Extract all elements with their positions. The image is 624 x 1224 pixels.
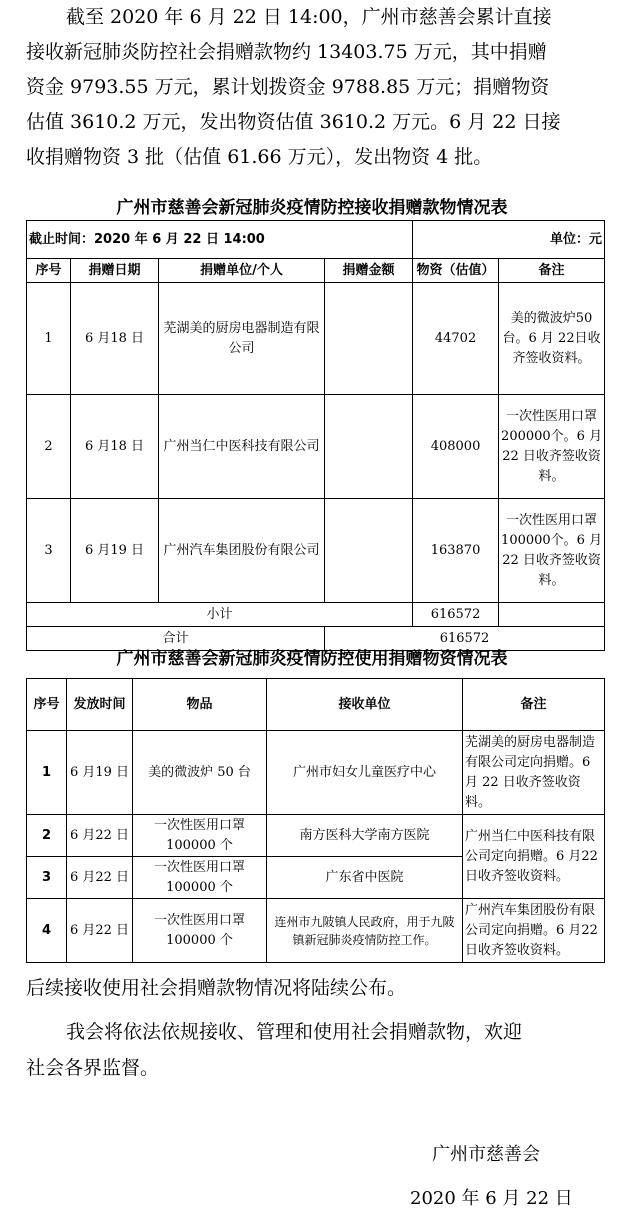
intro-line: 资金 9793.55 万元，累计划拨资金 9788.85 万元；捐赠物资 [26,76,550,98]
issue-date: 6 月22 日 [67,815,133,857]
col-header: 序号 [27,259,71,283]
item-name: 美的微波炉 50 台 [133,731,267,815]
subtotal-label: 小计 [27,603,413,627]
issue-date: 6 月22 日 [67,857,133,899]
receiver-name: 广州市妇女儿童医疗中心 [267,731,463,815]
col-header: 物资（估值） [413,259,499,283]
row-number: 4 [27,899,67,963]
receiver-name: 南方医科大学南方医院 [267,815,463,857]
table-row [27,395,605,499]
outro-line: 后续接收使用社会捐赠款物情况将陆续公布。 [26,977,407,999]
row-number: 2 [27,815,67,857]
row-note: 美的微波炉50台。6 月 22日收齐签收资料。 [499,283,605,395]
table1-title: 广州市慈善会新冠肺炎疫情防控接收捐赠款物情况表 [116,198,508,218]
row-number: 3 [27,499,71,603]
table-row [27,815,605,857]
row-note: 广州当仁中医科技有限公司定向捐赠。6 月22 日收齐签收资料。 [463,815,605,899]
table2-header-row [27,679,605,731]
row-note: 一次性医用口罩 200000个。6 月 22 日收齐签收资料。 [499,395,605,499]
goods-value: 163870 [413,499,499,603]
unit-label: 单位：元 [413,221,605,259]
goods-value: 44702 [413,283,499,395]
issue-date: 6 月19 日 [67,731,133,815]
table1-meta-row [27,221,605,259]
donation-date: 6 月18 日 [71,395,159,499]
donation-received-table [26,220,605,651]
table-row [27,499,605,603]
donation-date: 6 月19 日 [71,499,159,603]
table2-title: 广州市慈善会新冠肺炎疫情防控使用捐赠物资情况表 [116,649,508,669]
item-name: 一次性医用口罩 100000 个 [133,899,267,963]
intro-line: 接收新冠肺炎防控社会捐赠款物约 13403.75 万元，其中捐赠 [26,41,547,63]
signature-org: 广州市慈善会 [432,1144,540,1165]
subtotal-row [27,603,605,627]
subtotal-value: 616572 [413,603,499,627]
intro-paragraph [26,0,606,175]
donor-name: 芜湖美的厨房电器制造有限公司 [159,283,325,395]
cutoff-time: 截止时间：2020 年 6 月 22 日 14:00 [27,221,413,259]
goods-value: 408000 [413,395,499,499]
donation-used-table [26,678,605,963]
col-header: 捐赠单位/个人 [159,259,325,283]
row-note: 芜湖美的厨房电器制造有限公司定向捐赠。6 月 22 日收齐签收资料。 [463,731,605,815]
outro-paragraph [26,970,606,1086]
row-number: 2 [27,395,71,499]
total-label: 合计 [27,627,325,651]
table-row [27,283,605,395]
table1-header-row [27,259,605,283]
table-row [27,731,605,815]
row-note: 一次性医用口罩 100000个。6 月 22 日收齐签收资料。 [499,499,605,603]
donation-amount [325,499,413,603]
outro-line: 社会各界监督。 [26,1057,160,1079]
col-header: 物品 [133,679,267,731]
intro-line: 收捐赠物资 3 批（估值 61.66 万元），发出物资 4 批。 [26,146,493,168]
col-header: 备注 [499,259,605,283]
item-name: 一次性医用口罩 100000 个 [133,857,267,899]
outro-line: 我会将依法依规接收、管理和使用社会捐赠款物，欢迎 [66,1021,523,1043]
donor-name: 广州当仁中医科技有限公司 [159,395,325,499]
total-value: 616572 [325,627,605,651]
item-name: 一次性医用口罩 100000 个 [133,815,267,857]
issue-date: 6 月22 日 [67,899,133,963]
col-header: 捐赠日期 [71,259,159,283]
table-row [27,899,605,963]
intro-line: 估值 3610.2 万元，发出物资估值 3610.2 万元。6 月 22 日接 [26,111,561,133]
row-number: 1 [27,283,71,395]
donor-name: 广州汽车集团股份有限公司 [159,499,325,603]
receiver-name: 广东省中医院 [267,857,463,899]
row-note: 广州汽车集团股份有限公司定向捐赠。6 月22 日收齐签收资料。 [463,899,605,963]
col-header: 发放时间 [67,679,133,731]
donation-amount [325,395,413,499]
row-number: 3 [27,857,67,899]
subtotal-note [499,603,605,627]
donation-date: 6 月18 日 [71,283,159,395]
signature-date: 2020 年 6 月 22 日 [410,1188,573,1209]
intro-line: 截至 2020 年 6 月 22 日 14:00，广州市慈善会累计直接 [66,6,552,28]
donation-amount [325,283,413,395]
col-header: 序号 [27,679,67,731]
col-header: 接收单位 [267,679,463,731]
col-header: 捐赠金额 [325,259,413,283]
col-header: 备注 [463,679,605,731]
receiver-name: 连州市九陂镇人民政府，用于九陂镇新冠肺炎疫情防控工作。 [267,899,463,963]
row-number: 1 [27,731,67,815]
